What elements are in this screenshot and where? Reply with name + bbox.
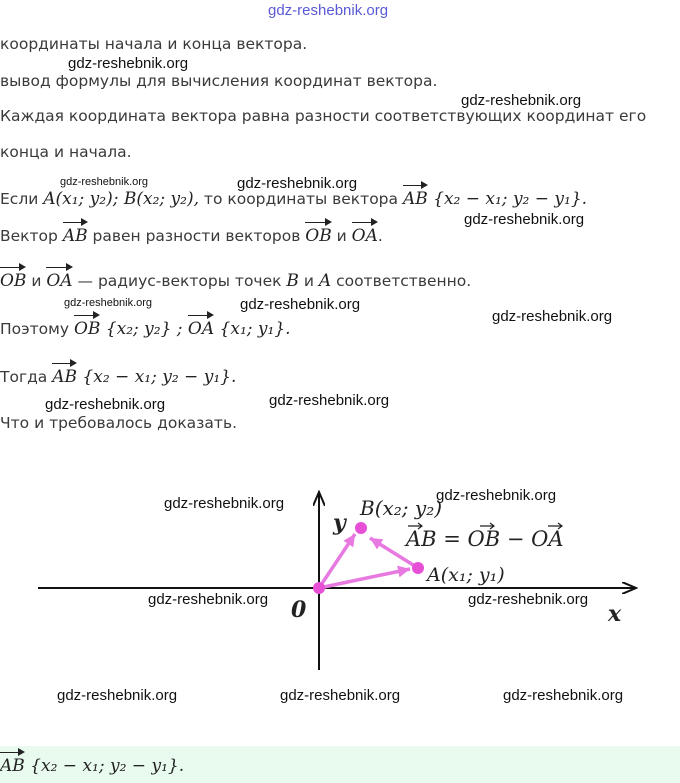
formula: AB = OB − OA <box>406 527 564 551</box>
watermark: gdz-reshebnik.org <box>436 487 557 504</box>
vector-ab: AB <box>52 367 78 387</box>
watermark: gdz-reshebnik.org <box>148 591 269 608</box>
text-line-2: вывод формулы для вычисления координат вектора. <box>0 72 438 90</box>
vector-oa: OA <box>351 226 378 246</box>
text-line-1: координаты начала и конца вектора. <box>0 35 308 53</box>
vector-oa-line <box>319 569 410 588</box>
answer-line <box>0 756 184 776</box>
answer-coords: {x₂ − x₁; y₂ − y₁}. <box>24 756 185 776</box>
vector-ab-coords: {x₂ − x₁; y₂ − y₁}. <box>427 189 588 209</box>
points-a-b: A(x₁; y₂); B(x₂; y₂), <box>43 189 199 209</box>
vector-oa: OA <box>46 271 73 291</box>
text-line-4: конца и начала. <box>0 143 132 161</box>
watermark: gdz-reshebnik.org <box>164 495 285 512</box>
watermark: gdz-reshebnik.org <box>68 55 189 72</box>
vector-ob: OB <box>305 226 332 246</box>
watermark-top: gdz-reshebnik.org <box>268 2 389 19</box>
watermark: gdz-reshebnik.org <box>468 591 589 608</box>
watermark: gdz-reshebnik.org <box>237 175 358 192</box>
text-line-7: OB и OA — радиус-векторы точек B и A соответственно. <box>0 271 472 291</box>
watermark: gdz-reshebnik.org <box>45 396 166 413</box>
text-line-6: Вектор AB равен разности векторов OB и OA. <box>0 226 383 246</box>
vector-ob: OB <box>73 319 101 339</box>
point-a <box>412 562 424 574</box>
label-x: x <box>608 601 622 627</box>
text-line-10: Что и требовалось доказать. <box>0 414 238 432</box>
label-b: B(x₂; y₂) <box>360 496 443 520</box>
point-o <box>313 582 325 594</box>
watermark: gdz-reshebnik.org <box>280 687 401 704</box>
vector-ab: AB <box>402 189 428 209</box>
watermark: gdz-reshebnik.org <box>240 296 361 313</box>
watermark: gdz-reshebnik.org <box>492 308 613 325</box>
vector-ob: OB <box>0 271 27 291</box>
watermark: gdz-reshebnik.org <box>503 687 624 704</box>
watermark: gdz-reshebnik.org <box>269 392 390 409</box>
label-y: y <box>333 510 346 536</box>
watermark: gdz-reshebnik.org <box>461 92 582 109</box>
watermark: gdz-reshebnik.org <box>60 176 149 188</box>
text-line-3: Каждая координата вектора равна разности соответствующих координат его <box>0 107 647 125</box>
label-origin: 0 <box>291 597 307 623</box>
point-b <box>355 522 367 534</box>
vector-ab: AB <box>62 226 88 246</box>
watermark: gdz-reshebnik.org <box>57 687 178 704</box>
text-line-9: Тогда AB {x₂ − x₁; y₂ − y₁}. <box>0 367 237 387</box>
answer-box <box>0 746 680 783</box>
vector-ab: AB <box>0 756 25 776</box>
text-line-5: Если A(x₁; y₂); B(x₂; y₂), то координаты вектора AB {x₂ − x₁; y₂ − y₁}. <box>0 189 588 209</box>
watermark: gdz-reshebnik.org <box>64 297 153 309</box>
vector-oa: OA <box>187 319 215 339</box>
label-a: A(x₁; y₁) <box>427 564 505 586</box>
watermark: gdz-reshebnik.org <box>464 211 585 228</box>
text-line-8: Поэтому OB {x₂; y₂} ; OA {x₁; y₁}. <box>0 319 291 339</box>
